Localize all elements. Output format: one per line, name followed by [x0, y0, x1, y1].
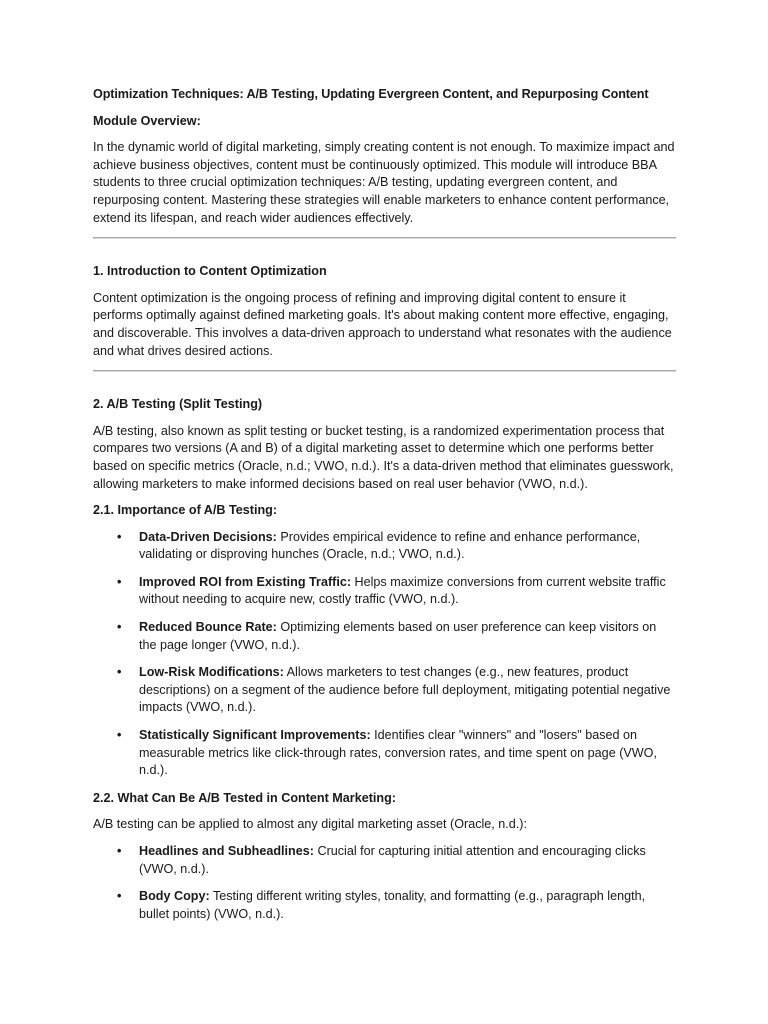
section2-heading: 2. A/B Testing (Split Testing) — [93, 397, 263, 412]
section-divider — [93, 237, 676, 239]
section2-paragraph: A/B testing, also known as split testing or bucket testing, is a randomized experimentation process that compares two versions (A and B) of a digital marketing asset to determine which one performs better based on specific metrics (Oracle, n.d.; VWO, n.d.). It's a data-driven method that eliminates guesswork, allowing marketers to make informed decisions based on real user behavior (VWO, n.d.). — [93, 423, 674, 491]
bullet-icon: • — [117, 844, 122, 858]
list-item-text: Provides empirical evidence to refine and enhance performance, validating or disproving hunches (Oracle, n.d.; VWO, n.d.). — [139, 529, 641, 562]
list-item — [93, 574, 676, 609]
list-item — [93, 843, 676, 878]
bullet-icon: • — [117, 665, 122, 680]
bullet-icon: • — [117, 574, 122, 589]
overview-heading: Module Overview: — [93, 113, 201, 128]
section1-paragraph: Content optimization is the ongoing process of refining and improving digital content to ensure it performs optimally against defined marketing goals. It's about making content more effective, engaging, and discoverable. This involves a data-driven approach to understand what resonates with the audience and what drives desired actions. — [93, 290, 672, 358]
document-title: Optimization Techniques: A/B Testing, Updating Evergreen Content, and Repurposing Content — [93, 87, 649, 101]
list-item-text: Crucial for capturing initial attention and encouraging clicks (VWO, n.d.). — [139, 844, 646, 876]
list-item — [93, 529, 676, 564]
bullet-icon: • — [117, 889, 122, 904]
importance-list — [93, 529, 676, 780]
document-page — [93, 86, 676, 933]
list-item-text: Testing different writing styles, tonality, and formatting (e.g., paragraph length, bullet points) (VWO, n.d.). — [139, 889, 646, 921]
list-item — [93, 727, 676, 780]
list-item-term: Data-Driven Decisions: — [139, 529, 277, 544]
list-item — [93, 619, 676, 654]
list-item-term: Body Copy: — [139, 889, 210, 904]
list-item-term: Reduced Bounce Rate: — [139, 620, 277, 635]
list-item — [93, 888, 676, 923]
bullet-icon: • — [117, 620, 122, 635]
list-item-text: Identifies clear "winners" and "losers" based on measurable metrics like click-through rates, conversion rates, and time spent on page (VWO, n.d.). — [139, 728, 657, 778]
list-item-term: Statistically Significant Improvements: — [139, 728, 371, 743]
bullet-icon: • — [117, 529, 122, 544]
bullet-icon: • — [117, 728, 122, 743]
subsection-2-2-intro: A/B testing can be applied to almost any digital marketing asset (Oracle, n.d.): — [93, 817, 528, 832]
list-item-text: Helps maximize conversions from current website traffic without needing to acquire new, costly traffic (VWO, n.d.). — [139, 574, 666, 607]
subsection-2-1-heading: 2.1. Importance of A/B Testing: — [93, 503, 278, 518]
overview-paragraph: In the dynamic world of digital marketing, simply creating content is not enough. To maximize impact and achieve business objectives, content must be continuously optimized. This module will introduce BBA students to three crucial optimization techniques: A/B testing, updating evergreen content, and repurposing content. Mastering these strategies will enable marketers to enhance content performance, extend its lifespan, and reach wider audiences effectively. — [93, 140, 675, 225]
section1-heading: 1. Introduction to Content Optimization — [93, 264, 327, 279]
testable-assets-list — [93, 843, 676, 923]
section-divider — [93, 370, 676, 372]
subsection-2-2-heading: 2.2. What Can Be A/B Tested in Content Marketing: — [93, 790, 396, 805]
list-item-term: Low-Risk Modifications: — [139, 665, 284, 680]
list-item-term: Headlines and Subheadlines: — [139, 844, 314, 858]
list-item-term: Improved ROI from Existing Traffic: — [139, 574, 352, 589]
list-item-text: Allows marketers to test changes (e.g., new features, product descriptions) on a segment of the audience before full deployment, mitigating potential negative impacts (VWO, n.d.). — [139, 665, 671, 715]
list-item-text: Optimizing elements based on user preference can keep visitors on the page longer (VWO, n.d.). — [139, 620, 657, 652]
list-item — [93, 664, 676, 717]
